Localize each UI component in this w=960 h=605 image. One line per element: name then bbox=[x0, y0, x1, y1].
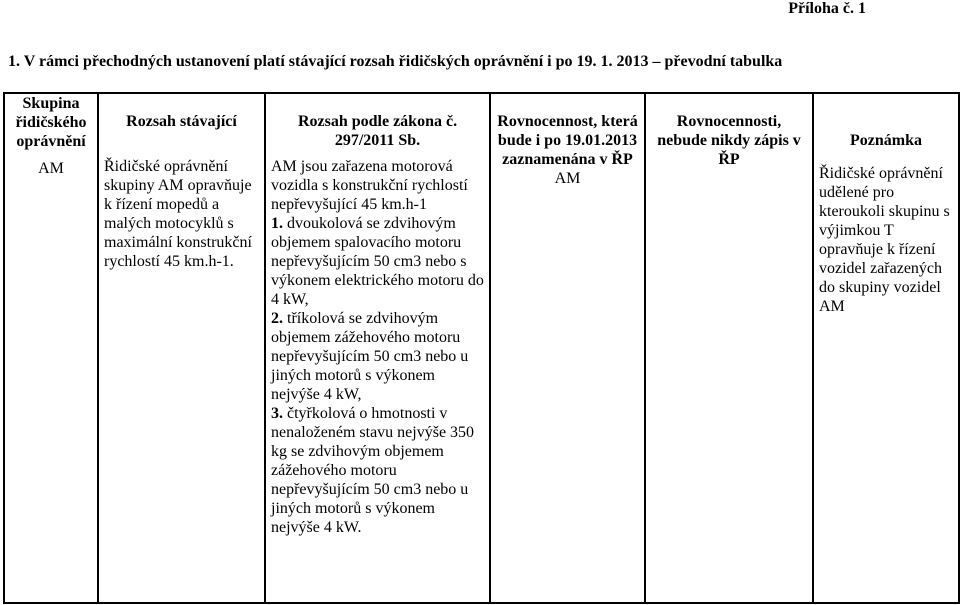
item-number: 1. bbox=[271, 215, 283, 232]
current-scope-text: Řidičské oprávnění skupiny AM opravňuje k řízení mopedů a malých motocyklů s maximální konstrukční rychlostí 45 km.h-1. bbox=[104, 158, 252, 270]
conversion-table bbox=[3, 92, 960, 604]
group-value: AM bbox=[38, 160, 64, 177]
equivalence-value: AM bbox=[554, 170, 581, 187]
column-header-new-scope: Rozsah podle zákona č. 297/2011 Sb. bbox=[297, 113, 458, 149]
item-number: 3. bbox=[271, 405, 283, 422]
item-number: 2. bbox=[271, 310, 283, 327]
column-header-equivalence: Rovnocennost, která bude i po 19.01.2013 zaznamenána v ŘP bbox=[497, 113, 638, 168]
table-row bbox=[4, 93, 959, 603]
new-scope-intro: AM jsou zařazena motorová vozidla s konstrukční rychlostí nepřevyšující 45 km.h-1 bbox=[271, 158, 468, 213]
column-header-current-scope: Rozsah stávající bbox=[126, 113, 237, 130]
new-scope-item-1 bbox=[271, 214, 484, 309]
item-text: tříkolová se zdvihovým objemem zážehového motoru nepřevyšujícím 50 cm3 nebo u jiných motorů s výkonem nejvýše 4 kW, bbox=[271, 310, 469, 403]
attachment-label: Příloha č. 1 bbox=[788, 0, 866, 17]
table-cell-group bbox=[4, 93, 98, 603]
new-scope-item-2 bbox=[271, 309, 484, 404]
table-cell-new-scope bbox=[265, 93, 490, 603]
section-heading: 1. V rámci přechodných ustanovení platí stávající rozsah řidičských oprávnění i po 19. 1. 2013 – převodní tabulka bbox=[8, 53, 783, 70]
new-scope-item-3 bbox=[271, 404, 484, 537]
item-text: čtyřkolová o hmotnosti v nenaloženém stavu nejvýše 350 kg se zdvihovým objemem zážehového motoru nepřevyšujícím 50 cm3 nebo u jiných motorů s výkonem nejvýše 4 kW. bbox=[271, 405, 475, 536]
table-cell-note bbox=[813, 93, 959, 603]
column-header-no-record: Rovnocennosti, nebude nikdy zápis v ŘP bbox=[657, 113, 801, 168]
table-cell-no-record bbox=[645, 93, 813, 603]
column-header-group: Skupina řidičského oprávnění bbox=[15, 95, 87, 150]
table-cell-equivalence bbox=[490, 93, 645, 603]
table-cell-current-scope bbox=[98, 93, 265, 603]
note-text: Řidičské oprávnění udělené pro kteroukoli skupinu s výjimkou T opravňuje k řízení vozidel zařazených do skupiny vozidel AM bbox=[819, 165, 950, 315]
column-header-note: Poznámka bbox=[850, 132, 922, 149]
item-text: dvoukolová se zdvihovým objemem spalovacího motoru nepřevyšujícím 50 cm3 nebo s výkonem elektrického motoru do 4 kW, bbox=[271, 215, 484, 308]
